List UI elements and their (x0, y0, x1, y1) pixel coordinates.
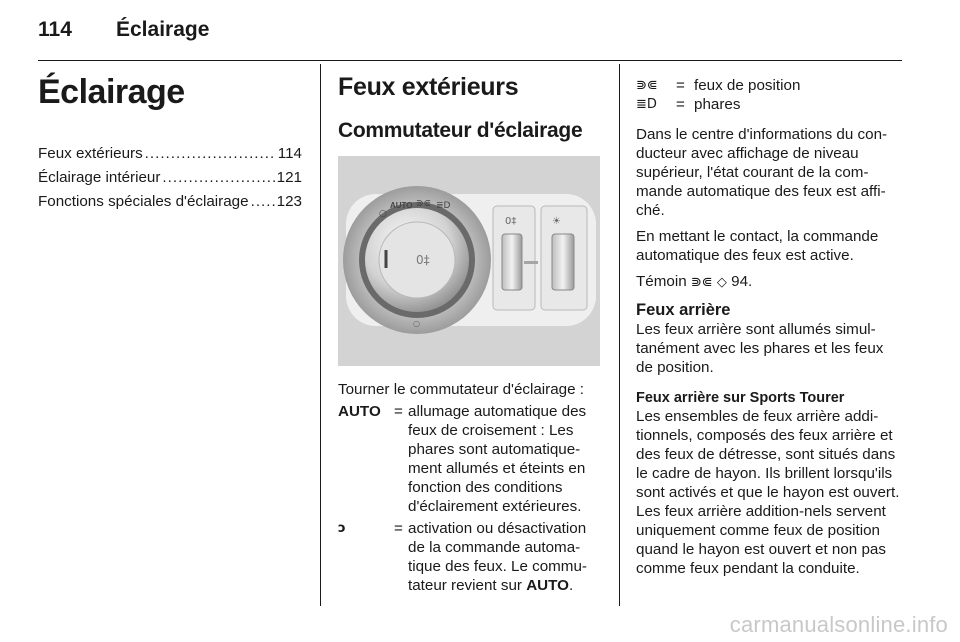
position-description: allumage automatique des feux de croisement : Les phares sont automatique-ment allumés et éteints en fonction des conditions d'éclairement extérieures. (408, 403, 587, 515)
svg-text:≣D: ≣D (436, 201, 451, 211)
symbol-description: phares (694, 96, 741, 113)
chapter-title: Éclairage (116, 18, 210, 41)
symbol-legend-row (636, 76, 902, 95)
section-heading: Feux extérieurs (338, 73, 519, 101)
rear-lights-heading: Feux arrière (636, 301, 731, 319)
description-text: activation ou désactivation de la commande automa-tique des feux. Le commu-tateur revient sur (408, 520, 587, 594)
paragraph-indicator (636, 272, 902, 292)
chapter-heading: Éclairage (38, 73, 185, 111)
svg-text:⋑⋐: ⋑⋐ (416, 199, 432, 209)
indicator-page: 94. (726, 273, 753, 290)
toc-entry[interactable] (38, 192, 302, 211)
toc-leader (145, 144, 276, 163)
info-column (636, 76, 902, 578)
position-term: AUTO (338, 403, 381, 420)
paragraph-rear-lights: Les feux arrière sont allumés simul-tanément avec les phares et les feux de position. (636, 321, 884, 376)
subsection-heading: Commutateur d'éclairage (338, 119, 583, 142)
column-divider-1 (320, 64, 321, 606)
svg-text:0‡: 0‡ (416, 253, 430, 267)
toc-entry[interactable] (38, 144, 302, 163)
column-divider-2 (619, 64, 620, 606)
page-number: 114 (38, 18, 72, 41)
toc-label: Feux extérieurs (38, 145, 143, 162)
chapter-column (38, 72, 302, 216)
equals-sign: = (394, 403, 403, 420)
equals-sign: = (676, 77, 685, 94)
toc-entry[interactable] (38, 168, 302, 187)
parking-light-icon: ⋑⋐ (636, 78, 658, 93)
header-rule (38, 60, 902, 61)
toc-leader (251, 192, 275, 211)
parking-light-icon: ⋑⋐ (690, 275, 713, 290)
power-symbol-icon: ↄ (338, 521, 346, 536)
toc-page: 114 (277, 145, 302, 162)
description-end: . (568, 577, 574, 594)
paragraph-info-center: Dans le centre d'informations du con-ducteur avec affichage de niveau supérieur, l'état courant de la com-mande automatique des feux est affi-ché. (636, 126, 888, 219)
symbol-legend-row (636, 95, 902, 114)
equals-sign: = (676, 96, 685, 113)
equals-sign: = (394, 520, 403, 537)
symbol-description: feux de position (694, 77, 801, 94)
toc-leader (162, 168, 274, 187)
toc-label: Fonctions spéciales d'éclairage (38, 193, 249, 210)
sports-tourer-heading: Feux arrière sur Sports Tourer (636, 390, 845, 406)
toc-page: 123 (276, 193, 302, 210)
indicator-prefix: Témoin (636, 273, 691, 290)
light-switch-photo (338, 156, 600, 366)
svg-text:0‡: 0‡ (505, 216, 517, 227)
switch-positions-list (338, 402, 602, 595)
toc-page: 121 (276, 169, 302, 186)
svg-text:○: ○ (379, 209, 387, 219)
toc-label: Éclairage intérieur (38, 169, 161, 186)
position-description (408, 519, 602, 595)
svg-text:☀: ☀ (552, 216, 561, 227)
page-reference-icon: ◇ (716, 275, 727, 290)
paragraph-sports-tourer: Les ensembles de feux arrière addi-tionnels, composés des feux arrière et des feux de détresse, sont situés dans le cadre de hayon. Ils brillent lorsqu'ils sont activés et que le hayon est ouvert. Les feux arrière addition-nels servent uniquement comme feux de position quand le hayon est ouvert et non pas comme feux pendant la conduite. (636, 408, 900, 577)
paragraph-ignition: En mettant le contact, la commande automatique des feux est active. (636, 228, 879, 264)
photo-auto-label: AUTO (390, 201, 413, 210)
light-switch-column (338, 72, 602, 595)
instruction-text: Tourner le commutateur d'éclairage : (338, 381, 585, 398)
watermark: carmanualsonline.info (729, 612, 948, 637)
table-of-contents (38, 144, 302, 211)
svg-text:○: ○ (413, 319, 420, 328)
auto-keyword: AUTO (526, 577, 569, 594)
headlight-icon: ≣D (636, 97, 657, 112)
